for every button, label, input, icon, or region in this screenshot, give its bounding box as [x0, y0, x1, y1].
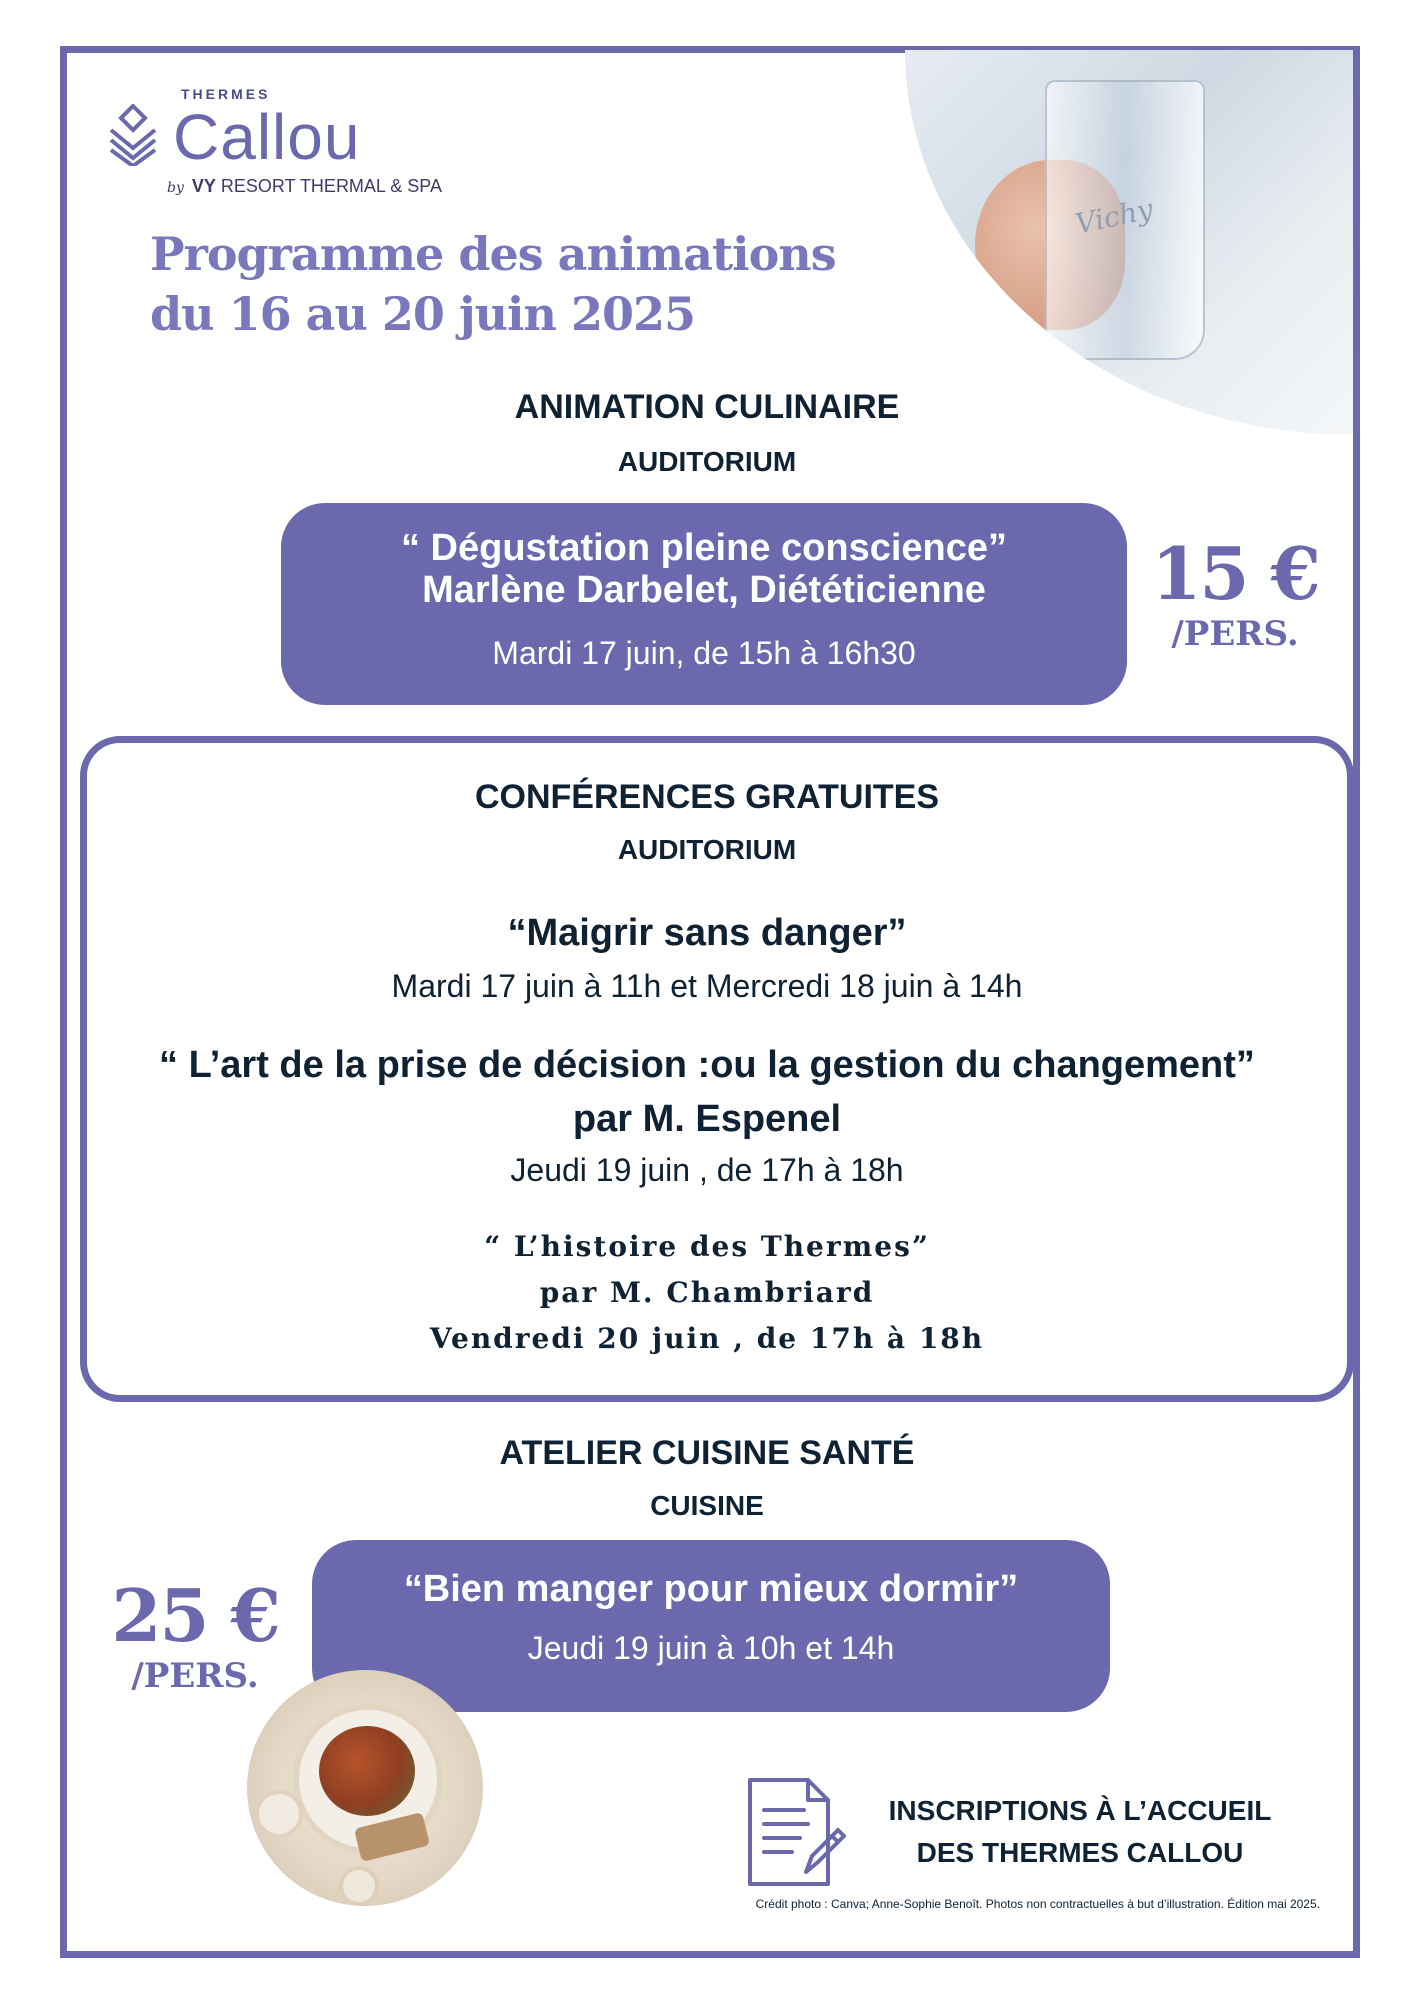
atelier-price: [100, 1573, 290, 1696]
conference-3-date: Vendredi 20 juin , de 17h à 18h: [429, 1322, 985, 1355]
atelier-event-card: [312, 1540, 1110, 1712]
page-title-line2: du 16 au 20 juin 2025: [150, 287, 695, 341]
conferences-location: AUDITORIUM: [617, 834, 797, 865]
photo-food-dish: [247, 1670, 483, 1906]
logo-vy-brand: VY: [191, 176, 216, 196]
atelier-heading: ATELIER CUISINE SANTÉ: [499, 1434, 915, 1472]
page-title: [150, 224, 836, 344]
conferences-heading: CONFÉRENCES GRATUITES: [474, 778, 940, 816]
logo-callou-text: Callou: [173, 101, 361, 173]
registration-line2: DES THERMES CALLOU: [916, 1837, 1244, 1868]
logo-tagline: [167, 176, 442, 197]
page-title-line1: Programme des animations: [150, 227, 836, 281]
registration-document-icon: [746, 1776, 846, 1888]
photo-glass-label: Vichy: [1072, 192, 1156, 241]
atelier-price-unit: /PERS.: [131, 1656, 259, 1696]
conference-3-title: “ L’histoire des Thermes”: [484, 1230, 930, 1263]
culinaire-event-card: [281, 503, 1127, 705]
conference-1-date: Mardi 17 juin à 11h et Mercredi 18 juin à 14h: [391, 968, 1023, 1004]
atelier-price-amount: 25 €: [111, 1573, 279, 1658]
logo-resort-text: RESORT THERMAL & SPA: [220, 176, 442, 196]
atelier-event-title: “Bien manger pour mieux dormir”: [403, 1568, 1019, 1610]
conference-3-speaker: par M. Chambriard: [539, 1276, 875, 1309]
culinaire-heading: ANIMATION CULINAIRE: [514, 388, 900, 426]
photo-credit: Crédit photo : Canva; Anne-Sophie Benoît. Photos non contractuelles à but d’illustration. Édition mai 2025.: [755, 1897, 1320, 1911]
culinaire-event-date: Mardi 17 juin, de 15h à 16h30: [492, 635, 916, 671]
brand-logo: [105, 86, 525, 206]
conference-1-title: “Maigrir sans danger”: [507, 912, 907, 954]
registration-line1: INSCRIPTIONS À L’ACCUEIL: [888, 1795, 1272, 1826]
culinaire-event-title: “ Dégustation pleine conscience”: [400, 527, 1008, 569]
registration-info: [860, 1790, 1300, 1874]
photo-bowl: [319, 1726, 415, 1816]
conference-2-speaker: par M. Espenel: [572, 1098, 842, 1140]
atelier-location: CUISINE: [650, 1490, 764, 1521]
culinaire-price-amount: 15 €: [1151, 531, 1319, 616]
culinaire-location: AUDITORIUM: [617, 446, 797, 477]
logo-chevrons-icon: [105, 104, 161, 166]
photo-small-dish-2: [339, 1866, 379, 1906]
atelier-event-date: Jeudi 19 juin à 10h et 14h: [527, 1630, 895, 1666]
culinaire-price: [1140, 531, 1330, 654]
culinaire-price-unit: /PERS.: [1171, 614, 1299, 654]
conference-2-title: “ L’art de la prise de décision :ou la gestion du changement”: [159, 1044, 1255, 1086]
culinaire-event-speaker: Marlène Darbelet, Diététicienne: [422, 569, 986, 611]
conference-2-date: Jeudi 19 juin , de 17h à 18h: [510, 1152, 904, 1188]
logo-thermes-text: THERMES: [181, 86, 271, 102]
logo-by-prefix: by: [167, 180, 184, 196]
photo-small-dish: [255, 1790, 303, 1838]
